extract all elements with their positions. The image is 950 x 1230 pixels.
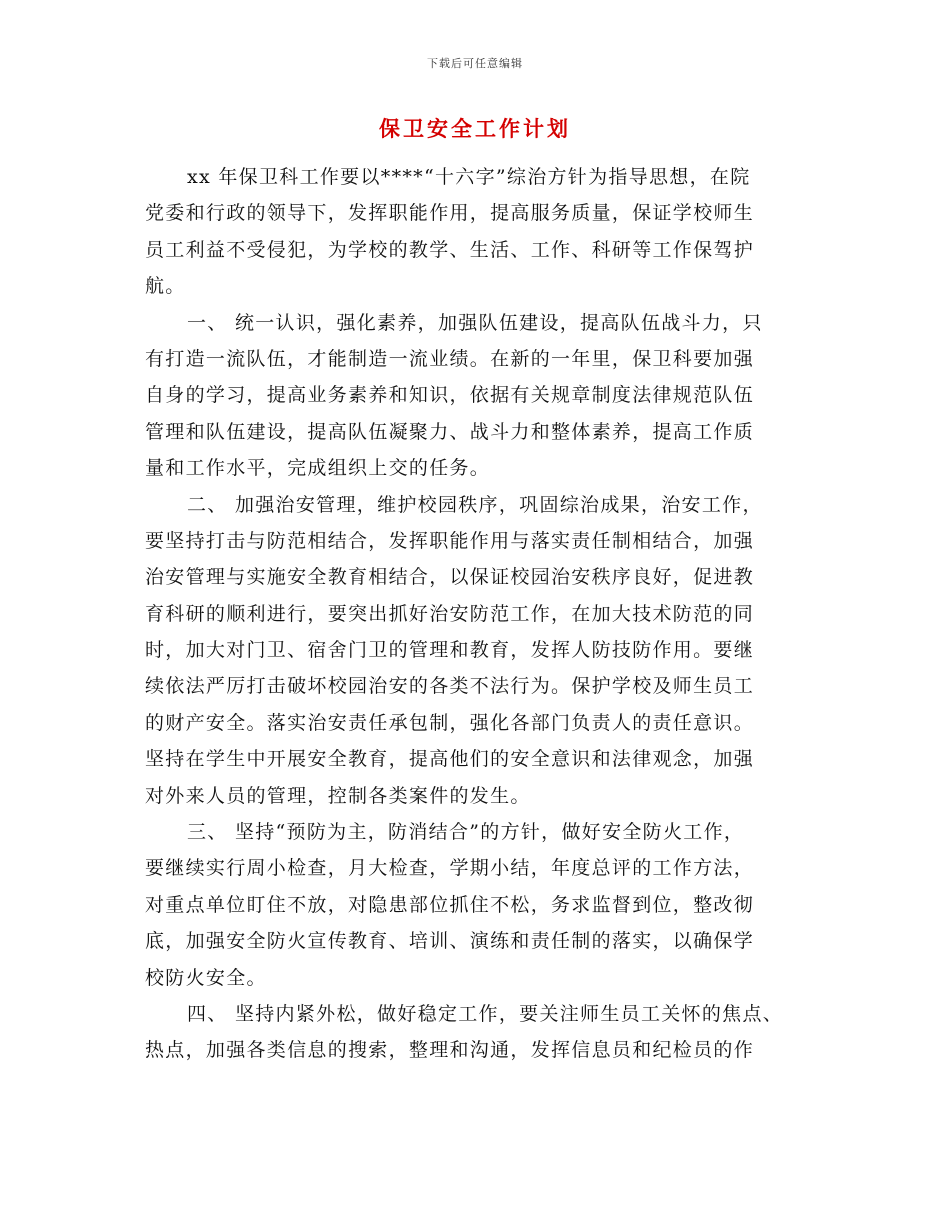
paragraph-line: 校防火安全。 xyxy=(145,966,267,989)
paragraph-line: xx 年保卫科工作要以****“十六字”综治方针为指导思想，在院 xyxy=(187,166,751,188)
paragraph-line: 有打造一流队伍，才能制造一流业绩。在新的一年里，保卫科要加强 xyxy=(145,347,755,370)
paragraph-line: 对外来人员的管理，控制各类案件的发生。 xyxy=(145,784,531,807)
paragraph-line: 热点，加强各类信息的搜索，整理和沟通，发挥信息员和纪检员的作 xyxy=(145,1039,755,1062)
paragraph-line: 要继续实行周小检查，月大检查，学期小结，年度总评的工作方法， xyxy=(145,857,755,880)
paragraph-line: 管理和队伍建设，提高队伍凝聚力、战斗力和整体素养，提高工作质 xyxy=(145,420,755,443)
paragraph-line: 时，加大对门卫、宿舍门卫的管理和教育，发挥人防技防作用。要继 xyxy=(145,639,755,662)
paragraph-section-1 xyxy=(145,305,805,487)
paragraph-line: 一、 统一认识，强化素养，加强队伍建设，提高队伍战斗力，只 xyxy=(187,311,763,334)
paragraph-line: 党委和行政的领导下，发挥职能作用，提高服务质量，保证学校师生 xyxy=(145,202,755,225)
paragraph-line: 治安管理与实施安全教育相结合，以保证校园治安秩序良好，促进教 xyxy=(145,566,755,589)
paragraph-line: 量和工作水平，完成组织上交的任务。 xyxy=(145,457,491,480)
paragraph-section-2 xyxy=(145,487,805,815)
document-body xyxy=(145,159,805,1069)
paragraph-intro xyxy=(145,159,805,305)
paragraph-line: 二、 加强治安管理，维护校园秩序，巩固综治成果，治安工作， xyxy=(187,493,763,516)
paragraph-section-3 xyxy=(145,814,805,996)
paragraph-line: 对重点单位盯住不放，对隐患部位抓住不松，务求监督到位，整改彻 xyxy=(145,893,755,916)
paragraph-line: 航。 xyxy=(145,275,186,298)
paragraph-line: 续依法严厉打击破坏校园治安的各类不法行为。保护学校及师生员工 xyxy=(145,675,755,698)
paragraph-line: 底，加强安全防火宣传教育、培训、演练和责任制的落实，以确保学 xyxy=(145,930,755,953)
paragraph-line: 要坚持打击与防范相结合，发挥职能作用与落实责任制相结合，加强 xyxy=(145,529,755,552)
page-header-note: 下载后可任意编辑 xyxy=(427,57,523,70)
paragraph-line: 四、 坚持内紧外松，做好稳定工作，要关注师生员工关怀的焦点、 xyxy=(187,1002,784,1025)
paragraph-line: 自身的学习，提高业务素养和知识，依据有关规章制度法律规范队伍 xyxy=(145,384,755,407)
paragraph-line: 坚持在学生中开展安全教育，提高他们的安全意识和法律观念，加强 xyxy=(145,748,755,771)
document-title: 保卫安全工作计划 xyxy=(379,116,571,141)
paragraph-line: 员工利益不受侵犯，为学校的教学、生活、工作、科研等工作保驾护 xyxy=(145,238,755,261)
paragraph-section-4 xyxy=(145,996,805,1069)
paragraph-line: 的财产安全。落实治安责任承包制，强化各部门负责人的责任意识。 xyxy=(145,711,755,734)
paragraph-line: 育科研的顺利进行，要突出抓好治安防范工作，在加大技术防范的同 xyxy=(145,602,755,625)
paragraph-line: 三、 坚持“预防为主，防消结合”的方针，做好安全防火工作， xyxy=(187,821,745,844)
